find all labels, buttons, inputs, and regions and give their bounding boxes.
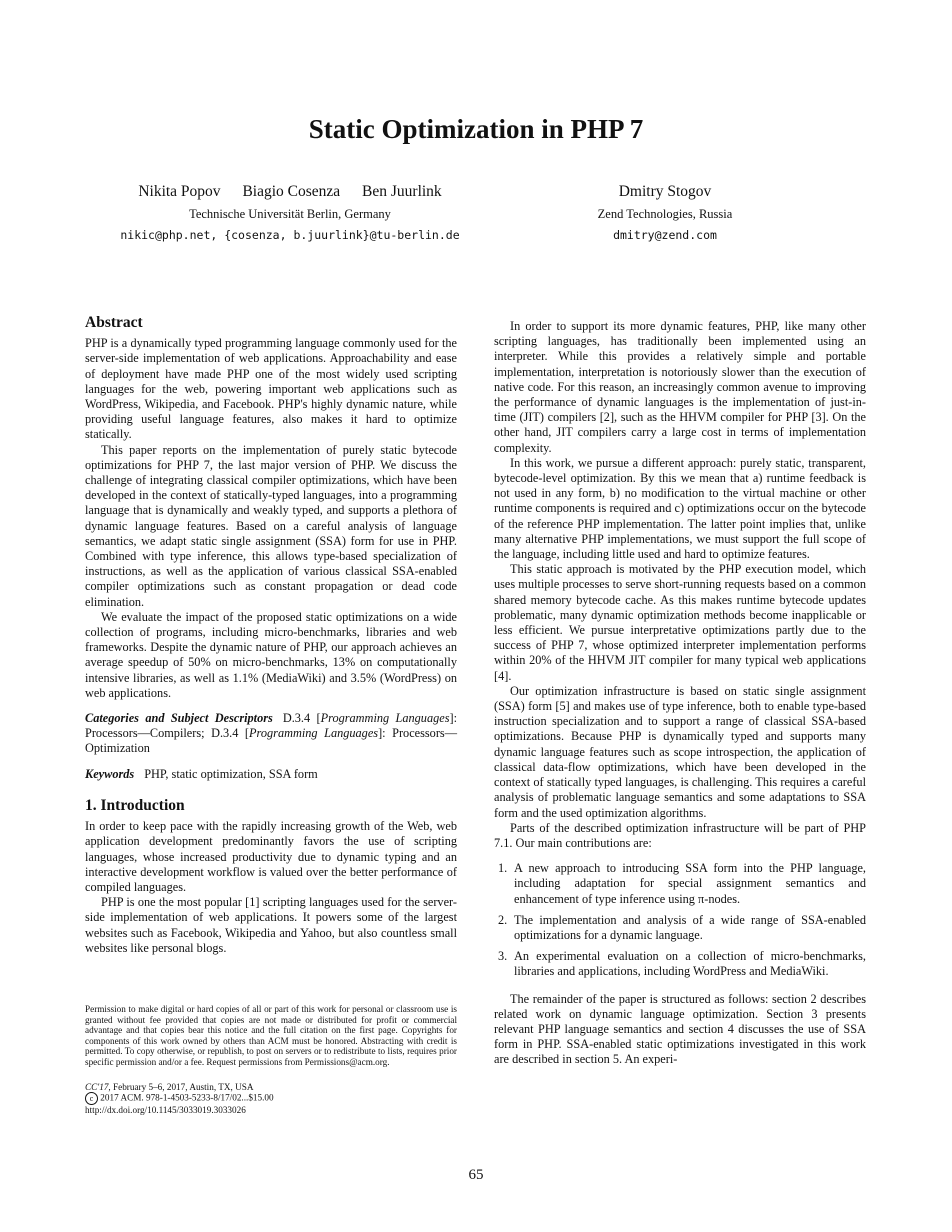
conference-details: , February 5–6, 2017, Austin, TX, USA bbox=[108, 1081, 254, 1092]
category-rest: ]: Processors—Optimization bbox=[85, 726, 458, 756]
list-item bbox=[494, 861, 866, 907]
category-code: D.3.4 [ bbox=[211, 726, 250, 741]
left-column bbox=[85, 315, 457, 956]
list-number: 2. bbox=[498, 912, 508, 927]
author-name: Biagio Cosenza bbox=[242, 183, 341, 200]
category-code: D.3.4 [ bbox=[282, 711, 321, 726]
keywords-text: PHP, static optimization, SSA form bbox=[144, 766, 318, 781]
body-paragraph: This static approach is motivated by the PHP execution model, which uses multiple processes to serve short-running requests based on a common shared memory bytecode cache. As this makes runtime bytecode updates problematic, many dynamic optimization methods become inapplicable or less efficient. We pursue interpretative optimizations partly due to the success of PHP 7, whose optimized interpreter implementation performs within 20% of the HHVM JIT compiler for many typical web applications [4]. bbox=[494, 562, 866, 683]
introduction-heading: 1. Introduction bbox=[85, 796, 185, 814]
body-paragraph: In this work, we pursue a different approach: purely static, transparent, bytecode-level optimization. By this we mean that a) runtime feedback is not used in any form, b) no modification to the virtual machine or other runtime components is required and c) optimizations occur on the bytecode of the reference PHP implementation. The latter point implies that, unlike many alternative PHP implementations, we must support the full scope of the language, including little used and hard to optimize features. bbox=[494, 455, 866, 562]
conference-name: CC'17 bbox=[85, 1081, 109, 1092]
author-name: Nikita Popov bbox=[138, 183, 221, 200]
category-name: Programming Languages bbox=[249, 726, 379, 741]
author-email: nikic@php.net, {cosenza, b.juurlink}@tu-berlin.de bbox=[120, 228, 460, 242]
categories-heading: Categories and Subject Descriptors bbox=[85, 711, 273, 726]
contributions-list bbox=[494, 861, 866, 979]
author-names bbox=[85, 183, 495, 201]
category-name: Programming Languages bbox=[320, 711, 450, 726]
permission-notice bbox=[85, 1004, 457, 1116]
body-paragraph: Parts of the described optimization infrastructure will be part of PHP 7.1. Our main contributions are: bbox=[494, 820, 866, 850]
copyright-line bbox=[85, 1092, 457, 1105]
abstract-paragraph: This paper reports on the implementation of purely static bytecode optimizations for PHP 7, the last major version of PHP. We discuss the challenge of integrating classical compiler optimizations, which have been developed in the context of statically-typed languages, into a programming language that is dynamically and weakly typed, and supports a plethora of dynamic language features. Based on a careful analysis of language semantics, we adapt static single assignment (SSA) form for use in PHP. Combined with type inference, this allows type-based specialization of instructions, as well as the application of various classical SSA-enabled compiler optimizations such as constant propagation or dead code elimination. bbox=[85, 442, 457, 609]
conference-info bbox=[85, 1082, 457, 1116]
body-paragraph: In order to support its more dynamic features, PHP, like many other scripting languages, has traditionally been implemented using an interpreter. While this provides a relatively simple and portable implementation, interpretation is notoriously slower than the execution of native code. For this reason, an increasingly common avenue to improving the performance of dynamic languages is the implementation of just-in-time (JIT) compilers [2], such as the HHVM compiler for PHP [3]. On the other hand, JIT compilers carry a large cost in terms of implementation complexity. bbox=[494, 319, 866, 455]
author-group-2 bbox=[520, 183, 810, 242]
intro-paragraph: In order to keep pace with the rapidly increasing growth of the Web, web application development predominantly favors the use of scripting languages, whose increased productivity due to dynamic typing and an interactive development workflow is valued over the better performance of compiled languages. bbox=[85, 819, 457, 894]
abstract-paragraph: We evaluate the impact of the proposed static optimizations on a wide collection of programs, including micro-benchmarks, libraries and web frameworks. Despite the dynamic nature of PHP, our approach achieves an average speedup of 50% on micro-benchmarks, 13% on computationally intensive libraries, as well as 1.1% (MediaWiki) and 3.5% (WordPress) on web applications. bbox=[85, 609, 457, 700]
list-item bbox=[494, 949, 866, 979]
doi-link[interactable]: http://dx.doi.org/10.1145/3033019.3033026 bbox=[85, 1105, 246, 1116]
author-names bbox=[520, 183, 810, 201]
abstract-heading: Abstract bbox=[85, 314, 143, 331]
conference-line bbox=[85, 1082, 457, 1093]
list-number: 1. bbox=[498, 861, 508, 876]
copyright-text: 2017 ACM. 978-1-4503-5233-8/17/02...$15.00 bbox=[100, 1092, 274, 1103]
permission-text: Permission to make digital or hard copies of all or part of this work for personal or classroom use is granted without fee provided that copies are not made or distributed for profit or commercial advantage and that copies bear this notice and the full citation on the first page. Copyrights for components of this work owned by others than ACM must be honored. Abstracting with credit is permitted. To copy otherwise, or republish, to post on servers or to redistribute to lists, requires prior specific permission and/or a fee. Request permissions from Permissions@acm.org. bbox=[85, 1004, 457, 1067]
categories-descriptors bbox=[85, 711, 457, 757]
body-paragraph: The remainder of the paper is structured as follows: section 2 describes related work on dynamic language optimization. Section 3 presents relevant PHP language semantics and section 4 discusses the use of SSA form in PHP. SSA-enabled static optimizations investigated in this work are described in section 5. An experi- bbox=[494, 991, 866, 1067]
author-group-1 bbox=[85, 183, 495, 242]
right-column bbox=[494, 319, 866, 1068]
abstract-paragraph: PHP is a dynamically typed programming language commonly used for the server-side implementation of web applications. Approachability and ease of deployment have made PHP one of the most widely used scripting languages for the web, powering important web applications such as WordPress, Wikipedia, and Facebook. PHP's highly dynamic nature, while providing useful language features, also makes it hard to optimize statically. bbox=[85, 336, 457, 442]
author-email: dmitry@zend.com bbox=[613, 228, 717, 242]
copyright-icon: c bbox=[85, 1092, 98, 1105]
author-name: Dmitry Stogov bbox=[618, 183, 712, 200]
author-affiliation: Zend Technologies, Russia bbox=[597, 207, 733, 221]
author-name: Ben Juurlink bbox=[362, 183, 442, 200]
category-rest: ]: Processors—Compilers; bbox=[85, 711, 458, 741]
body-paragraph: Our optimization infrastructure is based on static single assignment (SSA) form [5] and makes use of type inference, both to enable type-based instruction specialization and to support a range of classical SSA-based optimizations. Because PHP is dynamically typed and supports many dynamic language features such as scope introspection, the application of classical data-flow optimizations, which have been developed in the context of statically typed languages, is challenging. This requires a careful analysis of problematic language semantics and some adaptations to SSA form and the used optimization algorithms. bbox=[494, 683, 866, 820]
list-number: 3. bbox=[498, 949, 508, 964]
page-number: 65 bbox=[468, 1167, 484, 1183]
author-affiliation: Technische Universität Berlin, Germany bbox=[189, 207, 391, 221]
list-text: A new approach to introducing SSA form into the PHP language, including adaptation for special assignment semantics and enhancement of type inference using π-nodes. bbox=[514, 861, 866, 906]
paper-title: Static Optimization in PHP 7 bbox=[308, 114, 644, 144]
keywords bbox=[85, 767, 457, 782]
keywords-heading: Keywords bbox=[85, 766, 135, 781]
intro-paragraph: PHP is one the most popular [1] scripting languages used for the server-side implementation of web applications. It powers some of the largest websites such as Facebook, Wikipedia and Yahoo, but also countless small websites like personal blogs. bbox=[85, 895, 457, 955]
list-text: The implementation and analysis of a wide range of SSA-enabled optimizations for a dynamic language. bbox=[514, 912, 866, 942]
list-text: An experimental evaluation on a collection of micro-benchmarks, libraries and applications, including WordPress and MediaWiki. bbox=[514, 949, 866, 979]
list-item bbox=[494, 913, 866, 943]
